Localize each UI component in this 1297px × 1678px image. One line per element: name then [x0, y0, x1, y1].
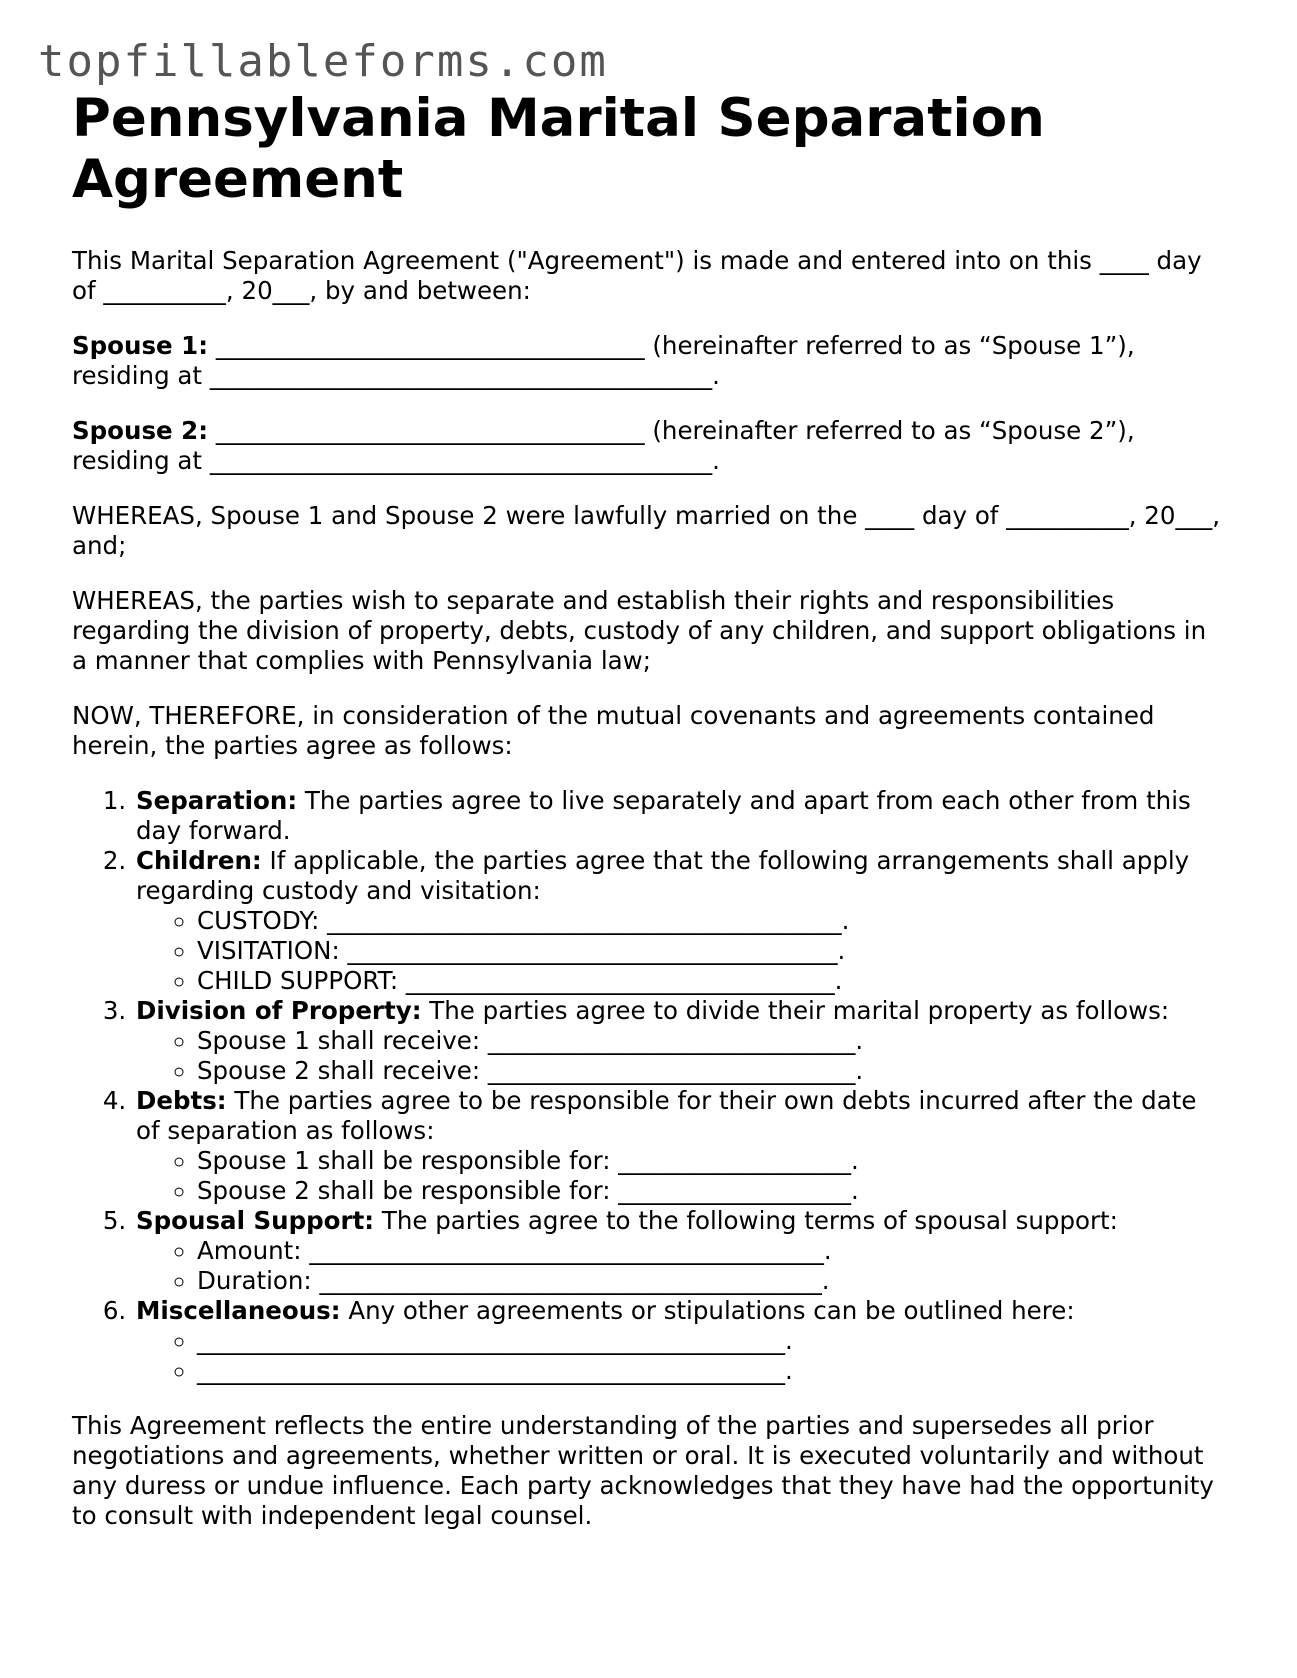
section-text: The parties agree to the following terms of spousal support:	[374, 1206, 1118, 1235]
section-sub-list	[136, 1146, 1222, 1206]
sub-item-blank-line: ◦ Spouse 1 shall be responsible for: ___________________.	[197, 1146, 1222, 1176]
document-title: Pennsylvania Marital Separation Agreement	[72, 88, 1045, 210]
section-item	[134, 1086, 1222, 1206]
whereas-marriage-paragraph: WHEREAS, Spouse 1 and Spouse 2 were lawfully married on the ____ day of __________, 20___, and;	[72, 501, 1221, 560]
sub-item-blank-line: ◦ VISITATION: ________________________________________.	[197, 936, 1222, 966]
section-title: Miscellaneous:	[136, 1296, 341, 1325]
document-body	[72, 88, 1222, 1531]
section-text: Any other agreements or stipulations can be outlined here:	[340, 1296, 1075, 1325]
intro-paragraph: This Marital Separation Agreement ("Agreement") is made and entered into on this ____ day of __________, 20___, by and between:	[72, 246, 1202, 305]
now-therefore-paragraph: NOW, THEREFORE, in consideration of the mutual covenants and agreements contained herein, the parties agree as follows:	[72, 701, 1155, 760]
spouse-1-paragraph	[72, 331, 1222, 391]
section-title: Division of Property:	[136, 996, 422, 1025]
sub-item-blank-line: ◦ ________________________________________________.	[197, 1356, 1222, 1386]
watermark: topfillableforms.com	[38, 36, 608, 87]
section-item	[134, 996, 1222, 1086]
section-item	[134, 1296, 1222, 1386]
section-item	[134, 1206, 1222, 1296]
section-sub-list	[136, 1326, 1222, 1386]
section-item	[134, 786, 1222, 846]
section-sub-list	[136, 1026, 1222, 1086]
section-sub-list	[136, 906, 1222, 996]
spouse-2-text: ___________________________________ (hereinafter referred to as “Spouse 2”), residing at _________________________________________.	[72, 416, 1135, 475]
section-title: Spousal Support:	[136, 1206, 375, 1235]
sub-item-blank-line: ◦ Spouse 2 shall receive: ______________________________.	[197, 1056, 1222, 1086]
sub-item-blank-line: ◦ Spouse 2 shall be responsible for: ___________________.	[197, 1176, 1222, 1206]
section-item	[134, 846, 1222, 996]
spouse-1-label: Spouse 1:	[72, 331, 209, 360]
sub-item-blank-line: ◦ CHILD SUPPORT: ___________________________________.	[197, 966, 1222, 996]
sub-item-blank-line: ◦ ________________________________________________.	[197, 1326, 1222, 1356]
section-title: Separation:	[136, 786, 298, 815]
whereas-separate-paragraph: WHEREAS, the parties wish to separate and establish their rights and responsibilities regarding the division of property, debts, custody of any children, and support obligations in a manner that complies with Pennsylvania law;	[72, 586, 1207, 675]
spouse-2-paragraph	[72, 416, 1222, 476]
sub-item-blank-line: ◦ CUSTODY: __________________________________________.	[197, 906, 1222, 936]
sub-item-blank-line: ◦ Spouse 1 shall receive: ______________________________.	[197, 1026, 1222, 1056]
section-title: Children:	[136, 846, 262, 875]
section-text: The parties agree to divide their marital property as follows:	[421, 996, 1170, 1025]
agreement-sections-list	[72, 786, 1222, 1386]
section-text: The parties agree to live separately and apart from each other from this day forward.	[136, 786, 1191, 845]
section-text: The parties agree to be responsible for their own debts incurred after the date of separation as follows:	[136, 1086, 1197, 1145]
section-title: Debts:	[136, 1086, 227, 1115]
spouse-2-label: Spouse 2:	[72, 416, 209, 445]
section-text: If applicable, the parties agree that the following arrangements shall apply regarding custody and visitation:	[136, 846, 1190, 905]
sub-item-blank-line: ◦ Amount: __________________________________________.	[197, 1236, 1222, 1266]
spouse-1-text: ___________________________________ (hereinafter referred to as “Spouse 1”), residing at _________________________________________.	[72, 331, 1135, 390]
section-sub-list	[136, 1236, 1222, 1296]
sub-item-blank-line: ◦ Duration: _________________________________________.	[197, 1266, 1222, 1296]
closing-paragraph: This Agreement reflects the entire understanding of the parties and supersedes all prior negotiations and agreements, whether written or oral. It is executed voluntarily and without any duress or undue influence. Each party acknowledges that they have had the opportunity to consult with independent legal counsel.	[72, 1411, 1214, 1530]
